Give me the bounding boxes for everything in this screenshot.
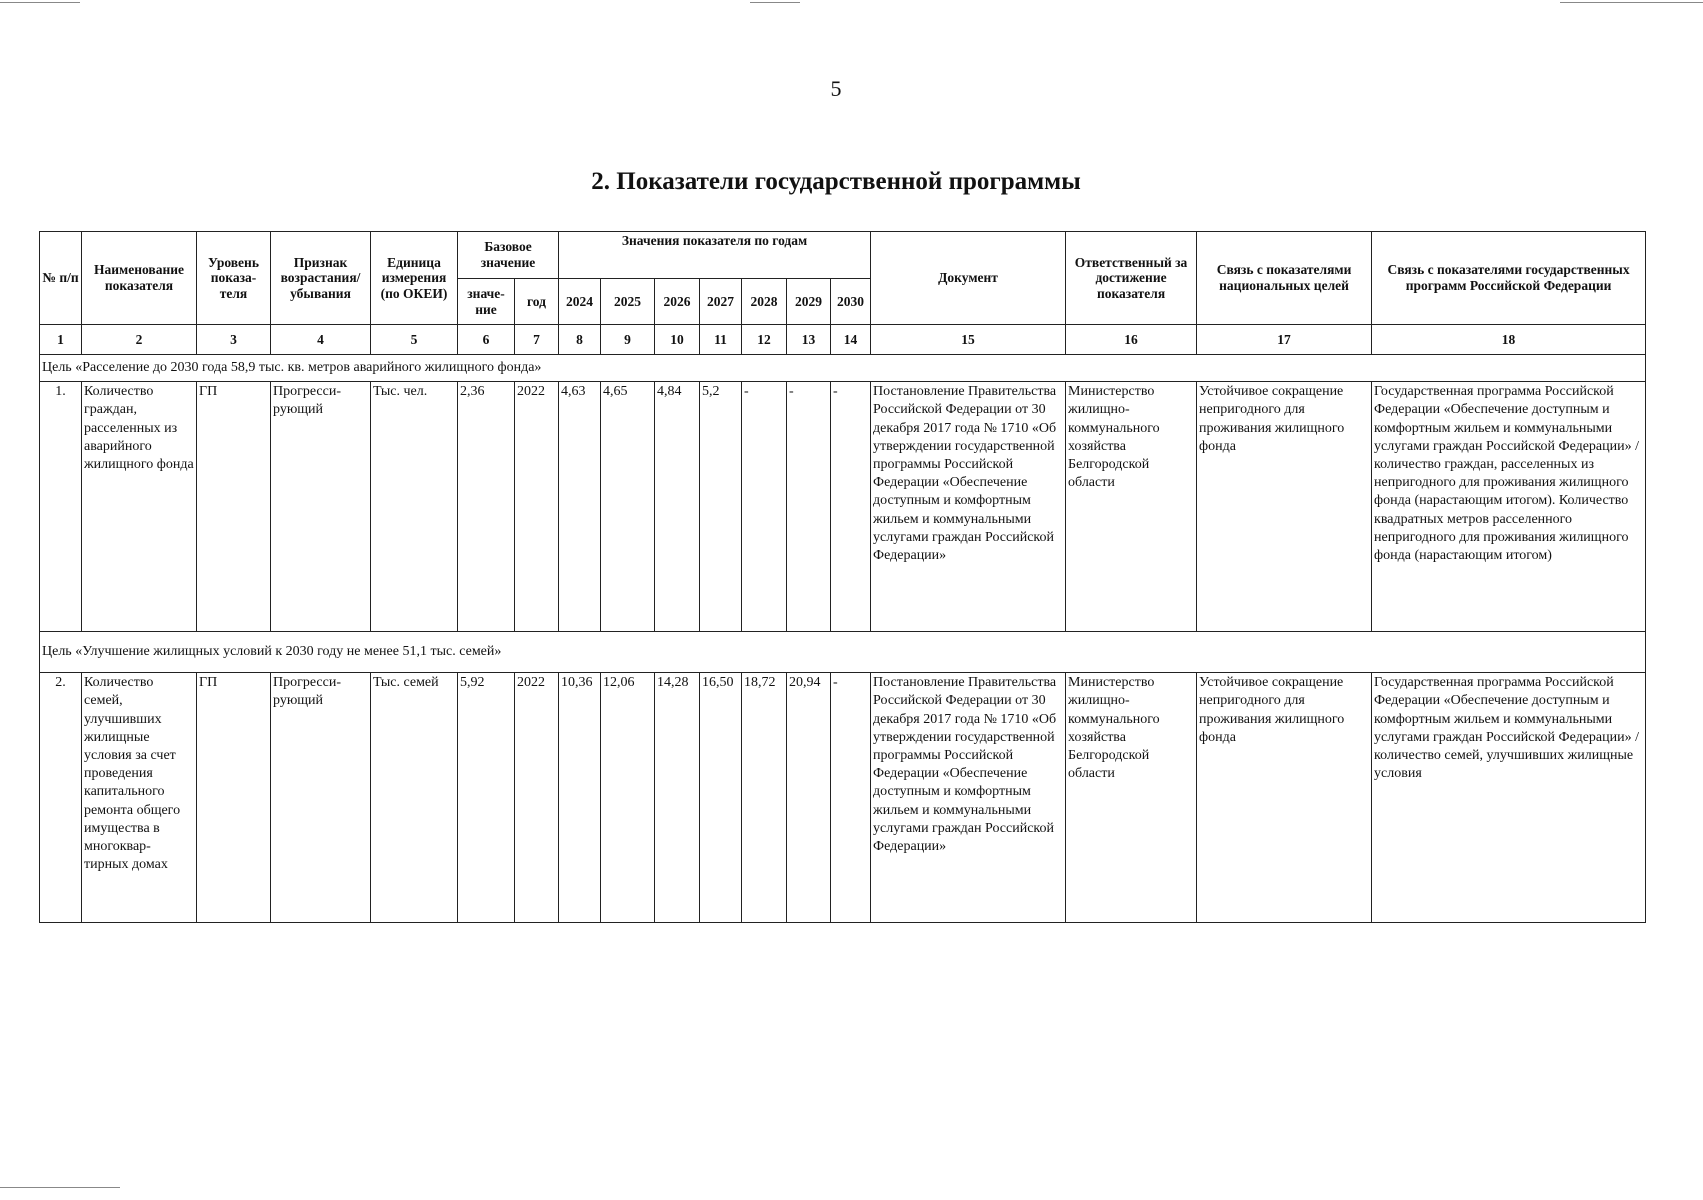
indicator-name: Количество семей, улучшивших жилищные условия за счет проведения капитального ремонта общего имущества в многоквар-тирных домах [82,673,197,923]
header-responsible: Ответственный за достижение показателя [1066,232,1197,325]
indicator-name: Количество граждан, расселенных из аварийного жилищного фонда [82,382,197,632]
header-year: 2030 [831,279,871,325]
scan-artifact [0,2,80,3]
goal-title: Цель «Улучшение жилищных условий к 2030 году не менее 51,1 тыс. семей» [40,632,1646,673]
year-value: 4,63 [559,382,601,632]
year-value: 4,65 [601,382,655,632]
column-number: 6 [458,325,515,355]
header-row [40,232,1646,279]
year-value: - [831,673,871,923]
year-value: - [787,382,831,632]
header-year: 2029 [787,279,831,325]
indicator-level: ГП [197,673,271,923]
base-year: 2022 [515,673,559,923]
column-number: 11 [700,325,742,355]
year-value: 12,06 [601,673,655,923]
responsible-body: Министерство жилищно-коммунального хозяйства Белгородской области [1066,673,1197,923]
year-value: 5,2 [700,382,742,632]
indicator-trend: Прогресси-рующий [271,382,371,632]
column-number: 5 [371,325,458,355]
year-value: - [742,382,787,632]
scan-artifact [750,2,800,3]
column-number: 2 [82,325,197,355]
header-national-link: Связь с показателями национальных целей [1197,232,1372,325]
indicator-unit: Тыс. семей [371,673,458,923]
column-number: 10 [655,325,700,355]
row-number: 2. [40,673,82,923]
page-number: 5 [830,76,842,101]
base-value: 5,92 [458,673,515,923]
scan-artifact [1560,2,1703,3]
responsible-body: Министерство жилищно-коммунального хозяйства Белгородской области [1066,382,1197,632]
indicator-trend: Прогресси-рующий [271,673,371,923]
column-number: 9 [601,325,655,355]
column-number: 14 [831,325,871,355]
header-year: 2024 [559,279,601,325]
column-number-row [40,325,1646,355]
header-unit: Единица измерения (по ОКЕИ) [371,232,458,325]
goal-row [40,632,1646,673]
header-year: 2027 [700,279,742,325]
national-goal-link: Устойчивое сокращение непригодного для проживания жилищного фонда [1197,382,1372,632]
header-by-years: Значения показателя по годам [559,232,871,279]
base-year: 2022 [515,382,559,632]
year-value: - [831,382,871,632]
row-number: 1. [40,382,82,632]
header-base-year: год [515,279,559,325]
goal-row [40,355,1646,382]
header-level: Уровень показа-теля [197,232,271,325]
year-value: 16,50 [700,673,742,923]
goal-title: Цель «Расселение до 2030 года 58,9 тыс. кв. метров аварийного жилищного фонда» [40,355,1646,382]
indicator-unit: Тыс. чел. [371,382,458,632]
column-number: 8 [559,325,601,355]
column-number: 4 [271,325,371,355]
header-year: 2025 [601,279,655,325]
column-number: 17 [1197,325,1372,355]
indicators-table [39,231,1646,923]
header-num: № п/п [40,232,82,325]
column-number: 12 [742,325,787,355]
indicator-row [40,382,1646,632]
column-number: 18 [1372,325,1646,355]
page-title: 2. Показатели государственной программы [591,168,1081,195]
header-document: Документ [871,232,1066,325]
state-program-link: Государственная программа Российской Федерации «Обеспечение доступным и комфортным жильем и коммунальными услугами граждан Российской Федерации» / количество граждан, расселенных из непригодного для проживания жилищного фонда (нарастающим итогом). Количество квадратных метров расселенного непригодного для проживания жилищного фонда (нарастающим итогом) [1372,382,1646,632]
base-value: 2,36 [458,382,515,632]
document-ref: Постановление Правительства Российской Федерации от 30 декабря 2017 года № 1710 «Об утверждении государственной программы Российской Федерации «Обеспечение доступным и комфортным жильем и коммунальными услугами граждан Российской Федерации» [871,673,1066,923]
state-program-link: Государственная программа Российской Федерации «Обеспечение доступным и комфортным жильем и коммунальными услугами граждан Российской Федерации» / количество семей, улучшивших жилищные условия [1372,673,1646,923]
year-value: 20,94 [787,673,831,923]
scan-artifact [0,1187,120,1188]
year-value: 10,36 [559,673,601,923]
column-number: 16 [1066,325,1197,355]
national-goal-link: Устойчивое сокращение непригодного для проживания жилищного фонда [1197,673,1372,923]
header-base-value: значе-ние [458,279,515,325]
year-value: 4,84 [655,382,700,632]
column-number: 15 [871,325,1066,355]
header-year: 2026 [655,279,700,325]
column-number: 1 [40,325,82,355]
header-year: 2028 [742,279,787,325]
header-base: Базовое значение [458,232,559,279]
document-ref: Постановление Правительства Российской Федерации от 30 декабря 2017 года № 1710 «Об утверждении государственной программы Российской Федерации «Обеспечение доступным и комфортным жильем и коммунальными услугами граждан Российской Федерации» [871,382,1066,632]
header-state-link: Связь с показателями государственных программ Российской Федерации [1372,232,1646,325]
indicator-row [40,673,1646,923]
header-trend: Признак возрастания/ убывания [271,232,371,325]
year-value: 14,28 [655,673,700,923]
indicator-level: ГП [197,382,271,632]
year-value: 18,72 [742,673,787,923]
column-number: 13 [787,325,831,355]
header-name: Наименование показателя [82,232,197,325]
column-number: 3 [197,325,271,355]
column-number: 7 [515,325,559,355]
